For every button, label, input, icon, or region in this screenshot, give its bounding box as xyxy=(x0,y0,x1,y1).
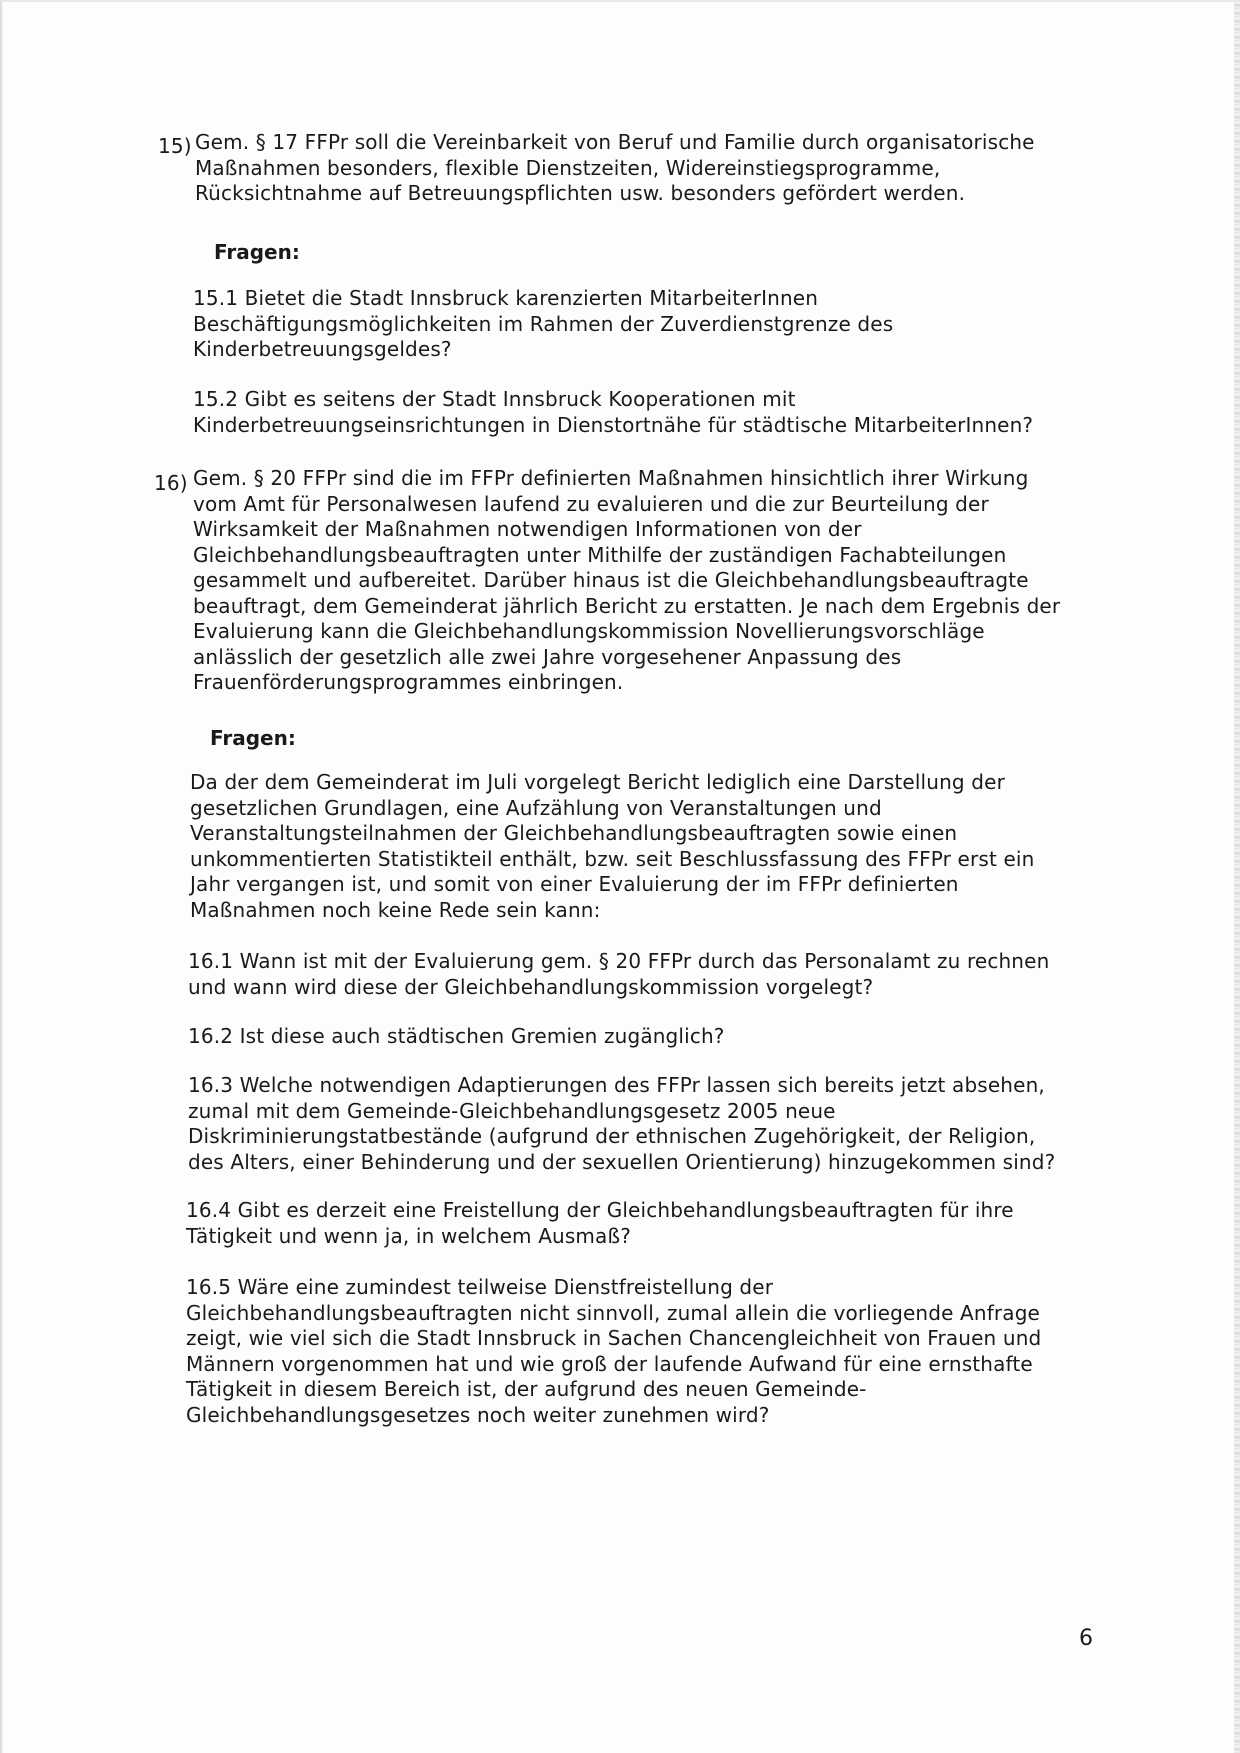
text-line: zumal mit dem Gemeinde-Gleichbehandlungsgesetz 2005 neue xyxy=(188,1098,836,1123)
text-line: Diskriminierungstatbestände (aufgrund der ethnischen Zugehörigkeit, der Religion, xyxy=(188,1124,1036,1148)
text-line: Jahr vergangen ist, und somit von einer Evaluierung der im FFPr definierten xyxy=(190,872,959,896)
text-line: 16.1 Wann ist mit der Evaluierung gem. § 20 FFPr durch das Personalamt zu rechnen xyxy=(188,949,1050,973)
text-line: Rücksichtnahme auf Betreuungspflichten usw. besonders gefördert werden. xyxy=(195,181,966,205)
text-line: Tätigkeit in diesem Bereich ist, der aufgrund des neuen Gemeinde- xyxy=(186,1377,867,1401)
text-line: Gleichbehandlungsbeauftragten nicht sinnvoll, zumal allein die vorliegende Anfrage xyxy=(186,1300,1040,1325)
section-16-intro xyxy=(190,770,1034,923)
section-15-number: 15) xyxy=(158,134,192,158)
text-line: Evaluierung kann die Gleichbehandlungskommission Novellierungsvorschläge xyxy=(193,619,985,643)
text-line: anlässlich der gesetzlich alle zwei Jahre vorgesehener Anpassung des xyxy=(193,644,902,669)
text-line: Tätigkeit und wenn ja, in welchem Ausmaß? xyxy=(186,1223,631,1248)
text-line: Gleichbehandlungsgesetzes noch weiter zunehmen wird? xyxy=(186,1402,770,1427)
text-line: 16.4 Gibt es derzeit eine Freistellung der Gleichbehandlungsbeauftragten für ihre xyxy=(186,1198,1014,1222)
scan-edge-right xyxy=(1234,0,1240,1753)
text-line: unkommentierten Statistikteil enthält, bzw. seit Beschlussfassung des FFPr erst ein xyxy=(190,846,1035,871)
section-16-fragen-heading: Fragen: xyxy=(210,726,296,750)
text-line: Beschäftigungsmöglichkeiten im Rahmen der Zuverdienstgrenze des xyxy=(193,311,894,336)
question-16-3 xyxy=(188,1073,1055,1175)
text-line: 15.1 Bietet die Stadt Innsbruck karenzierten MitarbeiterInnen xyxy=(193,286,819,310)
text-line: Männern vorgenommen hat und wie groß der laufende Aufwand für eine ernsthafte xyxy=(186,1351,1033,1376)
question-16-5 xyxy=(186,1275,1041,1428)
text-line: Kinderbetreuungsgeldes? xyxy=(193,337,452,361)
text-line: Kinderbetreuungseinsrichtungen in Dienstortnähe für städtische MitarbeiterInnen? xyxy=(193,412,1034,437)
text-line: Da der dem Gemeinderat im Juli vorgelegt Bericht lediglich eine Darstellung der xyxy=(190,770,1005,794)
text-line: Maßnahmen noch keine Rede sein kann: xyxy=(190,897,601,922)
question-15-1 xyxy=(193,286,893,363)
section-15-fragen-heading: Fragen: xyxy=(214,240,300,264)
text-line: 16.5 Wäre eine zumindest teilweise Dienstfreistellung der xyxy=(186,1275,774,1299)
text-line: Veranstaltungsteilnahmen der Gleichbehandlungsbeauftragten sowie einen xyxy=(190,821,958,845)
question-16-4 xyxy=(186,1198,1014,1249)
text-line: Gleichbehandlungsbeauftragten unter Mithilfe der zuständigen Fachabteilungen xyxy=(193,542,1007,567)
text-line: Gem. § 17 FFPr soll die Vereinbarkeit von Beruf und Familie durch organisatorische xyxy=(195,130,1035,154)
text-line: Gem. § 20 FFPr sind die im FFPr definierten Maßnahmen hinsichtlich ihrer Wirkung xyxy=(193,466,1029,490)
scan-edge-left xyxy=(0,0,3,1753)
question-15-2 xyxy=(193,387,1033,438)
text-line: des Alters, einer Behinderung und der sexuellen Orientierung) hinzugekommen sind? xyxy=(188,1149,1056,1174)
text-line: und wann wird diese der Gleichbehandlungskommission vorgelegt? xyxy=(188,974,874,999)
text-line: Frauenförderungsprogrammes einbringen. xyxy=(193,670,624,694)
text-line: zeigt, wie viel sich die Stadt Innsbruck in Sachen Chancengleichheit von Frauen und xyxy=(186,1326,1042,1350)
text-line: 15.2 Gibt es seitens der Stadt Innsbruck Kooperationen mit xyxy=(193,387,796,411)
text-line: gesetzlichen Grundlagen, eine Aufzählung von Veranstaltungen und xyxy=(190,795,882,820)
section-16-text xyxy=(193,466,1060,696)
scan-edge-top xyxy=(0,0,1240,2)
text-line: Wirksamkeit der Maßnahmen notwendigen Informationen von der xyxy=(193,517,862,541)
text-line: Maßnahmen besonders, flexible Dienstzeiten, Widereinstiegsprogramme, xyxy=(195,155,941,180)
text-line: 16.2 Ist diese auch städtischen Gremien zugänglich? xyxy=(188,1024,725,1048)
text-line: beauftragt, dem Gemeinderat jährlich Bericht zu erstatten. Je nach dem Ergebnis der xyxy=(193,593,1061,618)
question-16-1 xyxy=(188,949,1049,1000)
section-16-number: 16) xyxy=(154,471,188,495)
section-15-text xyxy=(195,130,1035,207)
text-line: gesammelt und aufbereitet. Darüber hinaus ist die Gleichbehandlungsbeauftragte xyxy=(193,568,1029,592)
text-line: 16.3 Welche notwendigen Adaptierungen des FFPr lassen sich bereits jetzt absehen, xyxy=(188,1073,1045,1097)
page-number: 6 xyxy=(1079,1626,1093,1651)
question-16-2 xyxy=(188,1024,725,1050)
text-line: vom Amt für Personalwesen laufend zu evaluieren und die zur Beurteilung der xyxy=(193,491,989,516)
